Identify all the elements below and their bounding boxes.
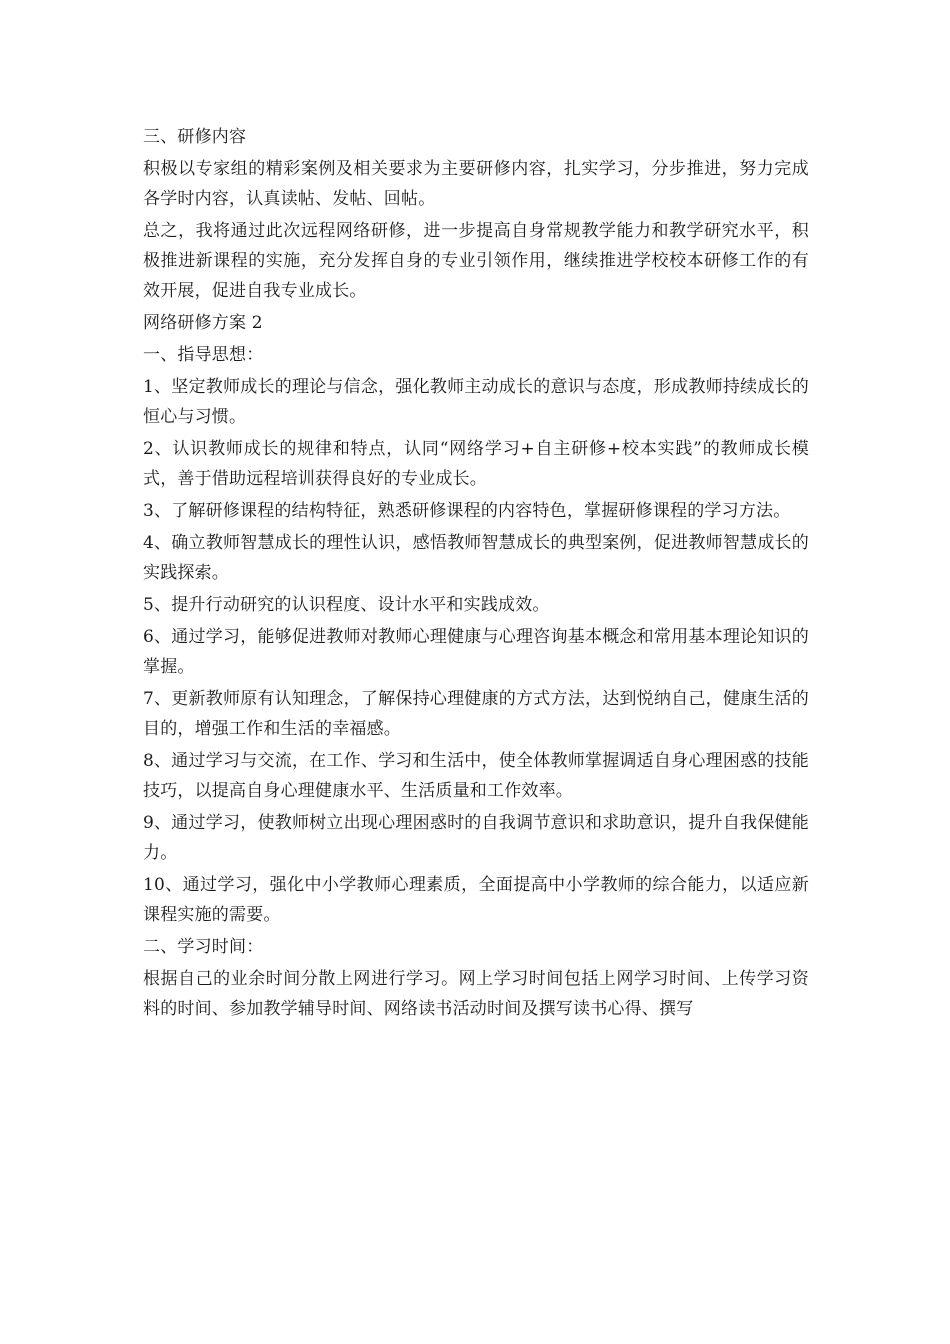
- list-item: 1、坚定教师成长的理论与信念，强化教师主动成长的意识与态度，形成教师持续成长的恒心与习惯。: [143, 377, 809, 427]
- list-item: 2、认识教师成长的规律和特点，认同“网络学习+自主研修+校本实践”的教师成长模式，善于借助远程培训获得良好的专业成长。: [143, 439, 809, 489]
- list-item: 5、提升行动研究的认识程度、设计水平和实践成效。: [143, 595, 550, 615]
- section-heading-study-time: 二、学习时间：: [143, 937, 264, 957]
- list-item: 9、通过学习，使教师树立出现心理困惑时的自我调节意识和求助意识，提升自我保健能力。: [143, 813, 809, 863]
- document-subtitle: 网络研修方案 2: [143, 313, 263, 333]
- list-item: 6、通过学习，能够促进教师对教师心理健康与心理咨询基本概念和常用基本理论知识的掌握。: [143, 627, 809, 677]
- list-item: 7、更新教师原有认知理念，了解保持心理健康的方式方法，达到悦纳自己，健康生活的目的，增强工作和生活的幸福感。: [143, 689, 809, 739]
- body-paragraph: 积极以专家组的精彩案例及相关要求为主要研修内容，扎实学习，分步推进，努力完成各学时内容，认真读帖、发帖、回帖。: [143, 159, 809, 209]
- list-item: 4、确立教师智慧成长的理性认识，感悟教师智慧成长的典型案例，促进教师智慧成长的实践探索。: [143, 533, 809, 583]
- body-paragraph: 总之，我将通过此次远程网络研修，进一步提高自身常规教学能力和教学研究水平，积极推进新课程的实施，充分发挥自身的专业引领作用，继续推进学校校本研修工作的有效开展，促进自我专业成长。: [143, 221, 809, 301]
- section-heading-content: 三、研修内容: [143, 127, 247, 147]
- list-item: 8、通过学习与交流，在工作、学习和生活中，使全体教师掌握调适自身心理困惑的技能技巧，以提高自身心理健康水平、生活质量和工作效率。: [143, 751, 809, 801]
- body-paragraph: 根据自己的业余时间分散上网进行学习。网上学习时间包括上网学习时间、上传学习资料的时间、参加教学辅导时间、网络读书活动时间及撰写读书心得、撰写: [143, 969, 809, 1019]
- list-item: 3、了解研修课程的结构特征，熟悉研修课程的内容特色，掌握研修课程的学习方法。: [143, 501, 791, 521]
- section-heading-guiding-thoughts: 一、指导思想：: [143, 345, 264, 365]
- list-item: 10、通过学习，强化中小学教师心理素质，全面提高中小学教师的综合能力，以适应新课程实施的需要。: [143, 875, 809, 925]
- document-page: [143, 122, 809, 1024]
